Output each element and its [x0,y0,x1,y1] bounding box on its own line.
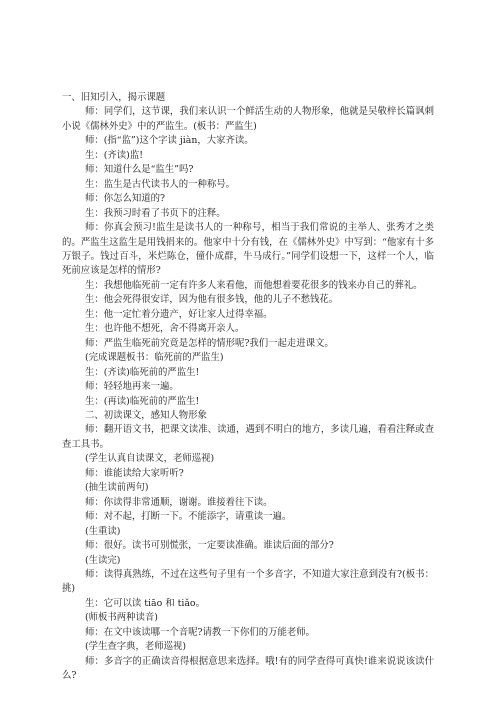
paragraph: (学生认真自读课文，老师巡视) [85,453,215,465]
paragraph: 师：(指“监”)这个字读 jiàn，大家齐读。 [85,135,254,147]
document-body [62,91,434,684]
paragraph: (完成课题板书：临死前的严监生) [85,352,224,364]
paragraph: 师：翻开语文书，把课文读准、读通，遇到不明白的地方，多读几遍，看看注释或查查工具书。 [62,424,434,450]
paragraph: 生：(齐读)临死前的严监生! [85,366,200,378]
paragraph: (学生查字典，老师巡视) [85,641,187,653]
paragraph: 师：你真会预习!监生是读书人的一种称号，相当于我们常说的主举人、张秀才之类的。严监生这监生是用钱捐来的。他家中十分有钱，在《儒林外史》中写到：“他家有十多万银子。钱过百斗，米烂陈仓，僮仆成群，牛马成行。”同学们设想一下，这样一个人，临死前应该是怎样的情形? [62,222,434,277]
paragraph: 师：在文中该读哪一个音呢?请教一下你们的万能老师。 [85,626,316,638]
paragraph: 师：你怎么知道的? [85,193,166,205]
paragraph: 生：他会死得很安详，因为他有很多钱，他的儿子不愁钱花。 [85,294,339,306]
paragraph: 师：你读得非常通顺，谢谢。谁接着往下读。 [85,496,273,508]
paragraph: (生重读) [85,525,121,537]
paragraph: 生：监生是古代读书人的一种称号。 [85,178,236,190]
paragraph: 生：它可以读 tiāo 和 tiǎo。 [85,597,205,609]
paragraph: 师：轻轻地再来一遍。 [85,381,179,393]
paragraph: 师：很好。读书可别慌张，一定要读准确。谁读后面的部分? [85,540,334,552]
paragraph: 师：读得真熟练，不过在这些句子里有一个多音字，不知道大家注意到没有?(板书：挑) [62,568,434,595]
paragraph: 生：他一定忙着分遗产，好让家人过得幸福。 [85,308,273,320]
paragraph: 师：同学们，这节课，我们来认识一个鲜活生动的人物形象，他就是吴敬梓长篇讽刺小说《儒林外史》中的严监生。(板书：严监生) [62,106,434,132]
paragraph: 师：知道什么是“监生”吗? [85,164,194,176]
paragraph: 生：(再读)临死前的严监生! [85,395,200,407]
paragraph: (抽生读前两句) [85,482,149,494]
paragraph: 师：对不起，打断一下。不能添字，请重读一遍。 [85,511,292,523]
section-heading: 一、旧知引入，揭示课题 [62,92,166,103]
paragraph: (生读完) [85,554,121,566]
paragraph: 师：谁能读给大家听听? [85,467,184,479]
paragraph: 生：(齐读)监! [85,149,143,161]
paragraph: 师：严监生临死前究竟是怎样的情形呢?我们一起走进课文。 [85,337,334,349]
paragraph: 生：也许他不想死，舍不得离开亲人。 [85,323,245,335]
paragraph: 二、初读课文，感知人物形象 [85,409,207,421]
paragraph: 生：我预习时看了书页下的注释。 [85,207,226,219]
paragraph: 师：多音字的正确读音得根据意思来选择。哦!有的同学查得可真快!谁来说说该读什么? [62,655,434,682]
paragraph: (师板书两种读音) [85,612,158,624]
paragraph: 生：我想他临死前一定有许多人来看他，而他想着要花很多的钱来办自己的葬礼。 [85,279,423,291]
